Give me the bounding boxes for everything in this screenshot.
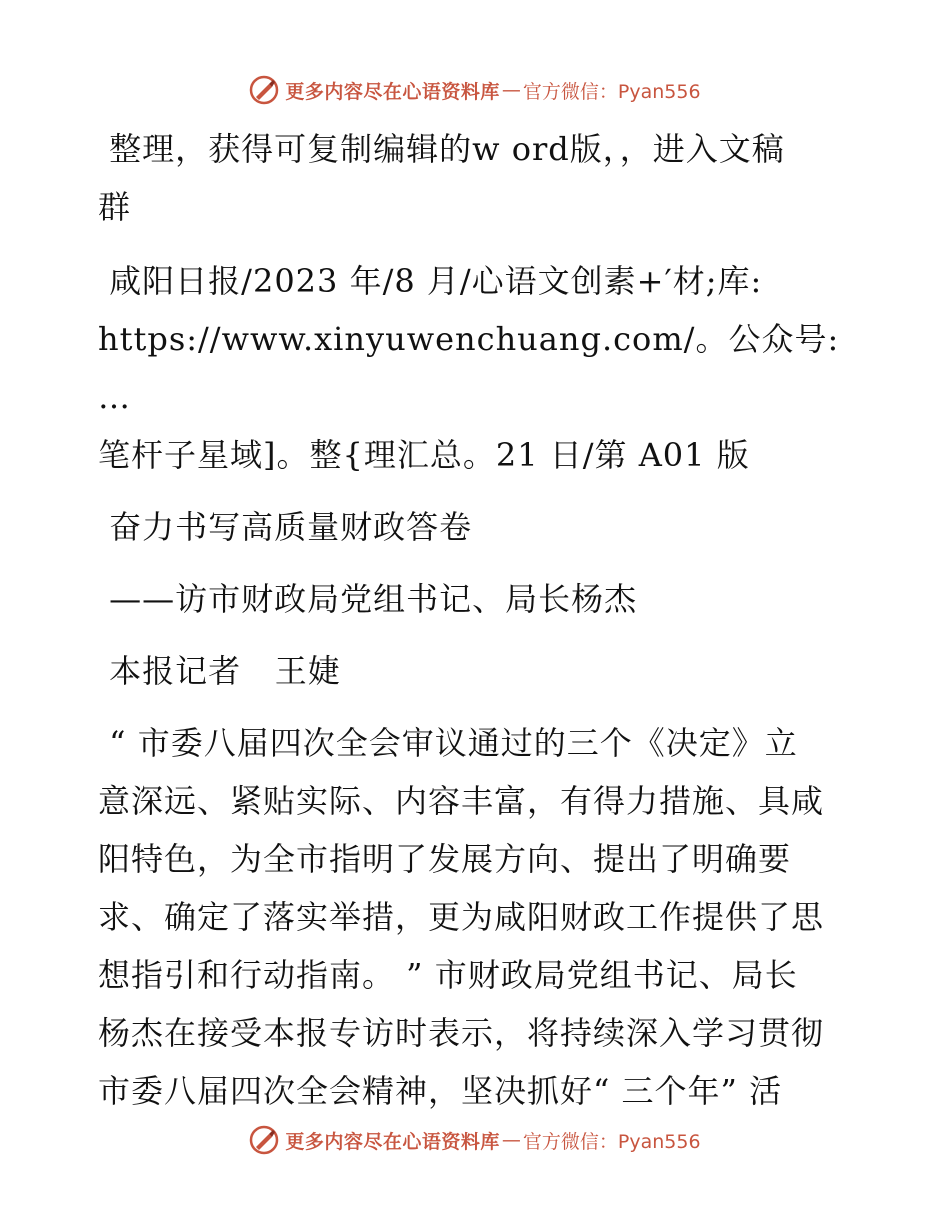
- body-line-7: 市委八届四次全会精神，坚决抓好“ 三个年” 活: [98, 1072, 783, 1110]
- text-line-5: 笔杆子星域]。整{理汇总。21 日/第 A01 版: [98, 436, 750, 474]
- article-subtitle: ——访市财政局党组书记、局长杨杰: [98, 580, 638, 618]
- body-line-6: 杨杰在接受本报专访时表示，将持续深入学习贯彻: [98, 1014, 825, 1052]
- body-line-2: 意深远、紧贴实际、内容丰富，有得力措施、具咸: [98, 782, 825, 820]
- banner-separator: —: [501, 1129, 521, 1151]
- header-watermark-banner: [0, 70, 950, 110]
- banner-wechat: 官方微信：Pyan556: [522, 80, 701, 103]
- banner-separator: —: [501, 79, 521, 101]
- text-line-3: 咸阳日报/2023 年/8 月/心语文创素+′材;库:: [98, 262, 763, 300]
- document-body: [98, 120, 858, 1120]
- banner-wechat: 官方微信：Pyan556: [522, 1130, 701, 1153]
- body-line-4: 求、确定了落实举措，更为咸阳财政工作提供了思: [98, 898, 825, 936]
- footer-watermark-banner: [0, 1120, 950, 1160]
- banner-title: 更多内容尽在心语资料库: [285, 80, 500, 103]
- article-title: 奋力书写高质量财政答卷: [98, 508, 473, 546]
- brush-logo-icon: [249, 75, 279, 105]
- body-line-3: 阳特色，为全市指明了发展方向、提出了明确要: [98, 840, 792, 878]
- body-line-1: “ 市委八届四次全会审议通过的三个《决定》立: [98, 724, 798, 762]
- text-line-4: https://www.xinyuwenchuang.com/。公众号: …: [98, 320, 851, 416]
- article-byline: 本报记者 王婕: [98, 652, 341, 690]
- brush-logo-icon: [249, 1125, 279, 1155]
- text-line-1: 整理，获得可复制编辑的w ord版，，进入文稿: [98, 130, 785, 168]
- banner-title: 更多内容尽在心语资料库: [285, 1130, 500, 1153]
- body-line-5: 想指引和行动指南。 ” 市财政局党组书记、局长: [98, 956, 798, 994]
- text-line-2: 群: [98, 188, 132, 226]
